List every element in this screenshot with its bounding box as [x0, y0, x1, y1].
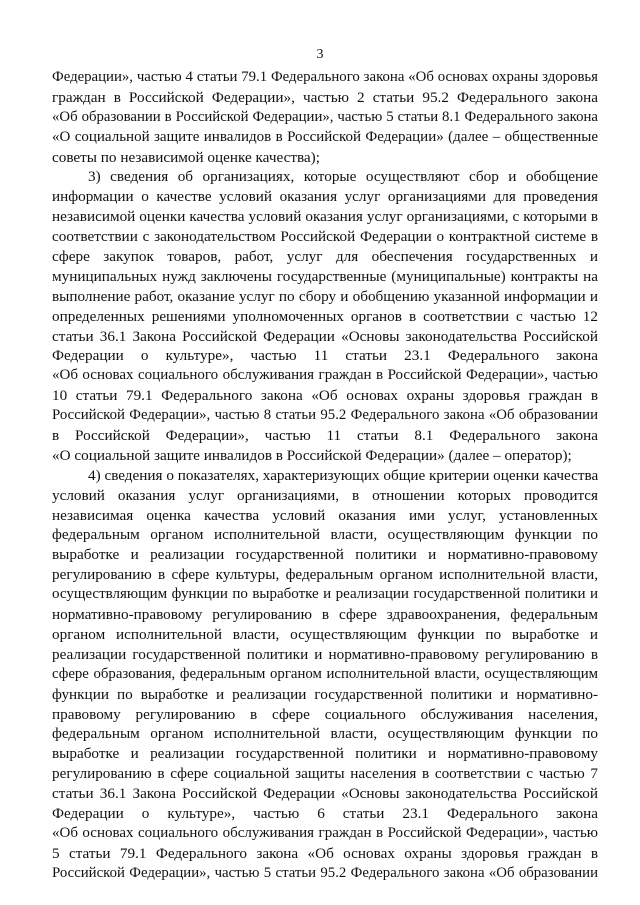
text-line: правовому регулированию в сфере социального обслуживания населения, [52, 705, 598, 723]
text-line: 5 статьи 79.1 Федерального закона «Об основах охраны здоровья граждан в [52, 844, 598, 862]
text-line: советы по независимой оценке качества); [52, 148, 320, 166]
text-line: граждан в Российской Федерации», частью 2 статьи 95.2 Федерального закона [52, 88, 598, 106]
text-line: «О социальной защите инвалидов в Российской Федерации» (далее – общественные [52, 128, 598, 145]
text-line: регулированию в сфере социальной защиты населения в соответствии с частью 7 [52, 765, 598, 783]
text-line: выработке и реализации государственной политики и нормативно-правовому [52, 546, 598, 564]
text-line: 3) сведения об организациях, которые осуществляют сбор и обобщение [88, 168, 598, 186]
text-line: информации о качестве условий оказания услуг организациями для проведения [52, 188, 598, 206]
text-line: независимой оценки качества условий оказания услуг организациями, с которыми в [52, 208, 598, 226]
text-line: статьи 36.1 Закона Российской Федерации «Основы законодательства Российской [52, 327, 598, 345]
page-number: 3 [316, 47, 324, 62]
text-line: статьи 36.1 Закона Российской Федерации «Основы законодательства Российской [52, 785, 598, 803]
text-line: выработке и реализации государственной политики и нормативно-правовому [52, 745, 598, 763]
text-line: 4) сведения о показателях, характеризующих общие критерии оценки качества [88, 466, 598, 484]
text-line: 10 статьи 79.1 Федерального закона «Об основах охраны здоровья граждан в [52, 387, 598, 405]
text-line: Российской Федерации», частью 5 статьи 95.2 Федерального закона «Об образовании [52, 864, 598, 881]
text-line: соответствии с законодательством Российской Федерации о контрактной системе в [52, 228, 598, 246]
text-line: независимая оценка качества условий оказания ими услуг, установленных [52, 506, 598, 524]
text-line: Федерации о культуре», частью 6 статьи 23.1 Федерального закона [52, 804, 598, 822]
text-line: сфере закупок товаров, работ, услуг для обеспечения государственных и [52, 248, 598, 266]
text-line: осуществляющим функции по выработке и реализации государственной политики и [52, 586, 598, 603]
text-line: условий оказания услуг организациями, в отношении которых проводится [52, 486, 598, 504]
text-line: Федерации о культуре», частью 11 статьи 23.1 Федерального закона [52, 347, 598, 365]
text-line: Российской Федерации», частью 8 статьи 95.2 Федерального закона «Об образовании [52, 407, 598, 424]
text-line: регулированию в сфере культуры, федеральным органом исполнительной власти, [52, 566, 598, 584]
text-line: «Об основах социального обслуживания граждан в Российской Федерации», частью [52, 367, 598, 384]
text-line: федеральным органом исполнительной власти, осуществляющим функции по [52, 526, 598, 544]
text-line: «Об основах социального обслуживания граждан в Российской Федерации», частью [52, 824, 598, 841]
text-line: реализации государственной политики и нормативно-правовому регулированию в [52, 645, 598, 663]
text-line: «Об образовании в Российской Федерации», частью 5 статьи 8.1 Федерального закона [52, 108, 598, 125]
text-line: федеральным органом исполнительной власти, осуществляющим функции по [52, 725, 598, 743]
text-line: Федерации», частью 4 статьи 79.1 Федерального закона «Об основах охраны здоровья [52, 69, 598, 85]
text-line: функции по выработке и реализации государственной политики и нормативно- [52, 685, 598, 703]
text-line: «О социальной защите инвалидов в Российской Федерации» (далее – оператор); [52, 446, 572, 464]
text-line: муниципальных нужд заключены государственные (муниципальные) контракты на [52, 267, 598, 285]
text-line: сфере образования, федеральным органом исполнительной власти, осуществляющим [52, 665, 598, 682]
body-text [52, 68, 598, 884]
text-line: определенных решениями уполномоченных органов в соответствии с частью 12 [52, 307, 598, 325]
text-line: органом исполнительной власти, осуществляющим функции по выработке и [52, 625, 598, 643]
text-line: нормативно-правовому регулированию в сфере здравоохранения, федеральным [52, 606, 598, 624]
text-line: выполнение работ, оказание услуг по сбору и обобщению указанной информации и [52, 287, 598, 305]
text-line: в Российской Федерации», частью 11 статьи 8.1 Федерального закона [52, 427, 598, 445]
